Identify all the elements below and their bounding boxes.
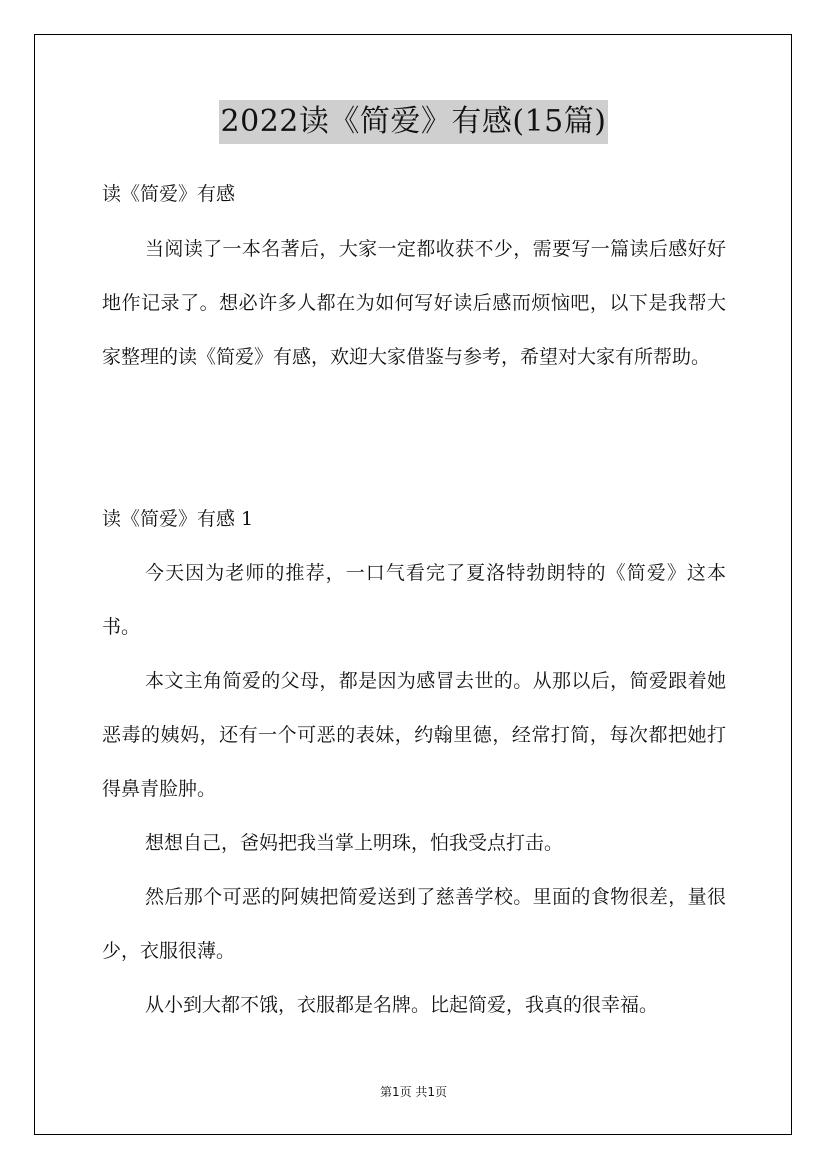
intro-paragraph: 当阅读了一本名著后，大家一定都收获不少，需要写一篇读后感好好地作记录了。想必许多人都在为如何写好读后感而烦恼吧，以下是我帮大家整理的读《简爱》有感，欢迎大家借鉴与参考，希望对大家有所帮助。	[102, 238, 726, 368]
page-number-label: 第1页 共1页	[379, 1085, 448, 1099]
document-title: 2022读《简爱》有感(15篇)	[219, 100, 609, 144]
body-paragraph: 本文主角简爱的父母，都是因为感冒去世的。从那以后，简爱跟着她恶毒的姨妈，还有一个可恶的表妹，约翰里德，经常打简，每次都把她打得鼻青脸肿。	[102, 670, 726, 800]
intro-heading: 读《简爱》有感	[102, 183, 236, 205]
page-footer	[0, 1083, 827, 1100]
title-container	[0, 100, 827, 144]
section-heading: 读《简爱》有感 1	[102, 508, 254, 530]
body-paragraph: 想想自己，爸妈把我当掌上明珠，怕我受点打击。	[145, 832, 564, 854]
body-paragraph: 然后那个可恶的阿姨把简爱送到了慈善学校。里面的食物很差，量很少，衣服很薄。	[102, 886, 726, 962]
body-paragraph: 从小到大都不饿，衣服都是名牌。比起简爱，我真的很幸福。	[145, 994, 659, 1016]
body-paragraph: 今天因为老师的推荐，一口气看完了夏洛特勃朗特的《简爱》这本书。	[102, 562, 726, 638]
